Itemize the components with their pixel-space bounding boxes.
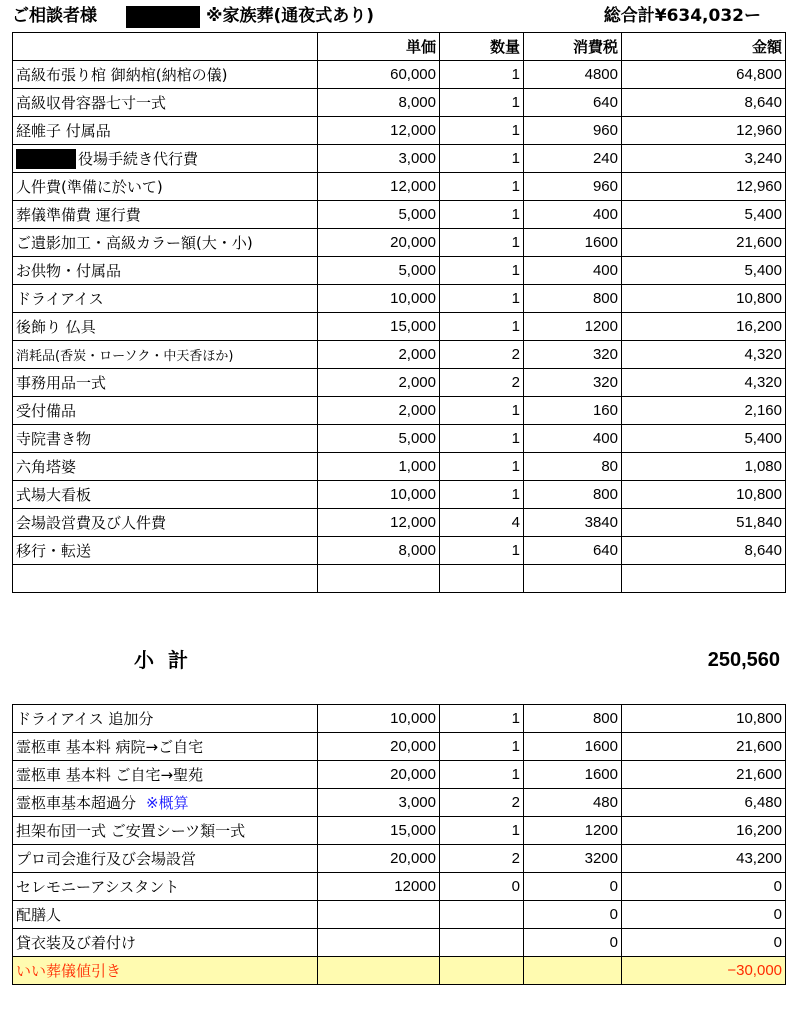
item-unit-price: 10,000 bbox=[318, 705, 440, 733]
items-table-2 bbox=[12, 704, 786, 985]
item-name-text: 経帷子 付属品 bbox=[16, 122, 111, 140]
item-amount: 21,600 bbox=[622, 733, 786, 761]
item-quantity: 2 bbox=[440, 789, 524, 817]
item-tax: 320 bbox=[524, 341, 622, 369]
item-quantity: 1 bbox=[440, 257, 524, 285]
table-row bbox=[13, 173, 786, 201]
item-quantity: 1 bbox=[440, 61, 524, 89]
item-amount: 5,400 bbox=[622, 201, 786, 229]
item-unit-price: 10,000 bbox=[318, 285, 440, 313]
table-row bbox=[13, 761, 786, 789]
item-quantity: 2 bbox=[440, 369, 524, 397]
item-tax: 640 bbox=[524, 537, 622, 565]
item-tax: 4800 bbox=[524, 61, 622, 89]
item-quantity: 1 bbox=[440, 537, 524, 565]
item-unit-price: 2,000 bbox=[318, 341, 440, 369]
item-amount: 4,320 bbox=[622, 369, 786, 397]
item-tax: 960 bbox=[524, 173, 622, 201]
item-unit-price: 20,000 bbox=[318, 761, 440, 789]
item-amount: 51,840 bbox=[622, 509, 786, 537]
item-name bbox=[13, 929, 318, 957]
item-unit-price: 12,000 bbox=[318, 509, 440, 537]
subtotal bbox=[12, 640, 782, 680]
item-quantity: 1 bbox=[440, 313, 524, 341]
item-unit-price: 10,000 bbox=[318, 481, 440, 509]
funeral-type: ※家族葬(通夜式あり) bbox=[206, 6, 375, 26]
item-amount: 10,800 bbox=[622, 481, 786, 509]
table-row bbox=[13, 201, 786, 229]
table-row bbox=[13, 285, 786, 313]
item-name bbox=[13, 89, 318, 117]
item-tax: 320 bbox=[524, 369, 622, 397]
item-name-text: プロ司会進行及び会場設営 bbox=[16, 850, 197, 868]
item-name bbox=[13, 173, 318, 201]
col-unit-price-header: 単価 bbox=[318, 33, 440, 61]
item-name-text: 六角塔婆 bbox=[16, 458, 77, 476]
item-tax: 0 bbox=[524, 901, 622, 929]
table-row bbox=[13, 341, 786, 369]
table-row bbox=[13, 705, 786, 733]
item-tax: 960 bbox=[524, 117, 622, 145]
item-amount: 5,400 bbox=[622, 425, 786, 453]
item-name-text: 後飾り 仏具 bbox=[16, 318, 96, 336]
item-quantity: 1 bbox=[440, 397, 524, 425]
item-amount: 6,480 bbox=[622, 789, 786, 817]
item-name-text: 配膳人 bbox=[16, 906, 62, 924]
item-amount: 10,800 bbox=[622, 705, 786, 733]
item-quantity: 1 bbox=[440, 733, 524, 761]
item-quantity: 1 bbox=[440, 173, 524, 201]
col-amount-header: 金額 bbox=[622, 33, 786, 61]
table-row bbox=[13, 453, 786, 481]
item-name bbox=[13, 817, 318, 845]
item-name-text: 移行・転送 bbox=[16, 542, 92, 560]
item-name bbox=[13, 285, 318, 313]
blank-cell bbox=[524, 565, 622, 593]
item-amount: 8,640 bbox=[622, 537, 786, 565]
item-note: ※概算 bbox=[146, 794, 189, 812]
item-unit-price: 3,000 bbox=[318, 789, 440, 817]
item-tax: 400 bbox=[524, 425, 622, 453]
item-unit-price: 15,000 bbox=[318, 817, 440, 845]
item-amount: 12,960 bbox=[622, 117, 786, 145]
item-name bbox=[13, 957, 318, 985]
table-row bbox=[13, 873, 786, 901]
item-amount: 12,960 bbox=[622, 173, 786, 201]
table-row bbox=[13, 229, 786, 257]
table-row bbox=[13, 257, 786, 285]
table-row bbox=[13, 369, 786, 397]
item-quantity: 2 bbox=[440, 845, 524, 873]
item-name-text: お供物・付属品 bbox=[16, 262, 122, 280]
table-row bbox=[13, 537, 786, 565]
item-unit-price: 20,000 bbox=[318, 733, 440, 761]
blank-cell bbox=[13, 565, 318, 593]
item-name bbox=[13, 369, 318, 397]
item-quantity: 1 bbox=[440, 425, 524, 453]
item-tax: 800 bbox=[524, 285, 622, 313]
table-row bbox=[13, 89, 786, 117]
item-name-text: 霊柩車 基本料 ご自宅→聖苑 bbox=[16, 766, 204, 784]
table-row bbox=[13, 397, 786, 425]
item-name bbox=[13, 481, 318, 509]
item-tax: 3200 bbox=[524, 845, 622, 873]
table-row bbox=[13, 845, 786, 873]
item-quantity: 0 bbox=[440, 873, 524, 901]
item-amount: 64,800 bbox=[622, 61, 786, 89]
item-tax: 1600 bbox=[524, 733, 622, 761]
item-amount: 1,080 bbox=[622, 453, 786, 481]
item-name bbox=[13, 341, 318, 369]
item-quantity: 1 bbox=[440, 285, 524, 313]
item-quantity: 1 bbox=[440, 145, 524, 173]
item-name bbox=[13, 901, 318, 929]
item-tax: 0 bbox=[524, 873, 622, 901]
item-unit-price bbox=[318, 901, 440, 929]
item-tax: 1200 bbox=[524, 313, 622, 341]
item-unit-price: 60,000 bbox=[318, 61, 440, 89]
item-name-text: 担架布団一式 ご安置シーツ類一式 bbox=[16, 822, 246, 840]
item-tax: 400 bbox=[524, 257, 622, 285]
item-quantity: 1 bbox=[440, 817, 524, 845]
table-row bbox=[13, 901, 786, 929]
item-quantity: 2 bbox=[440, 341, 524, 369]
subtotal-label: 小計 bbox=[134, 648, 202, 672]
blank-row bbox=[13, 565, 786, 593]
item-quantity: 1 bbox=[440, 481, 524, 509]
item-amount: 0 bbox=[622, 901, 786, 929]
redacted-client-name bbox=[126, 6, 200, 28]
item-name-text: 役場手続き代行費 bbox=[78, 149, 199, 168]
item-tax: 800 bbox=[524, 705, 622, 733]
item-tax: 80 bbox=[524, 453, 622, 481]
item-name-text: 人件費(準備に於いて) bbox=[16, 178, 163, 196]
blank-cell bbox=[440, 565, 524, 593]
item-tax bbox=[524, 957, 622, 985]
item-quantity: 4 bbox=[440, 509, 524, 537]
item-amount: 3,240 bbox=[622, 145, 786, 173]
item-quantity: 1 bbox=[440, 453, 524, 481]
item-tax: 1600 bbox=[524, 761, 622, 789]
subtotal-value: 250,560 bbox=[707, 649, 780, 671]
item-name bbox=[13, 313, 318, 341]
item-unit-price: 20,000 bbox=[318, 229, 440, 257]
item-tax: 160 bbox=[524, 397, 622, 425]
item-unit-price: 2,000 bbox=[318, 397, 440, 425]
item-name bbox=[13, 537, 318, 565]
item-quantity: 1 bbox=[440, 761, 524, 789]
item-amount: 0 bbox=[622, 929, 786, 957]
item-unit-price: 3,000 bbox=[318, 145, 440, 173]
item-name bbox=[13, 201, 318, 229]
item-name-text: 事務用品一式 bbox=[16, 374, 107, 392]
item-name-text: 消耗品(香炭・ローソク・中天香ほか) bbox=[16, 349, 234, 364]
item-tax: 480 bbox=[524, 789, 622, 817]
item-quantity: 1 bbox=[440, 117, 524, 145]
item-name-text: 寺院書き物 bbox=[16, 430, 92, 448]
item-quantity bbox=[440, 901, 524, 929]
blank-cell bbox=[622, 565, 786, 593]
item-quantity bbox=[440, 957, 524, 985]
table-row bbox=[13, 817, 786, 845]
item-unit-price: 12,000 bbox=[318, 117, 440, 145]
item-name bbox=[13, 705, 318, 733]
item-unit-price: 5,000 bbox=[318, 425, 440, 453]
item-name bbox=[13, 61, 318, 89]
item-name bbox=[13, 257, 318, 285]
item-name bbox=[13, 425, 318, 453]
item-tax: 400 bbox=[524, 201, 622, 229]
table-row bbox=[13, 733, 786, 761]
item-name bbox=[13, 845, 318, 873]
item-name bbox=[13, 117, 318, 145]
item-unit-price: 12,000 bbox=[318, 173, 440, 201]
table-row bbox=[13, 957, 786, 985]
item-unit-price: 2,000 bbox=[318, 369, 440, 397]
item-tax: 3840 bbox=[524, 509, 622, 537]
item-quantity: 1 bbox=[440, 89, 524, 117]
blank-cell bbox=[318, 565, 440, 593]
item-amount: −30,000 bbox=[622, 957, 786, 985]
item-amount: 16,200 bbox=[622, 313, 786, 341]
item-name-text: 会場設営費及び人件費 bbox=[16, 514, 167, 532]
item-amount: 0 bbox=[622, 873, 786, 901]
item-name bbox=[13, 509, 318, 537]
item-name-text: ドライアイス bbox=[16, 290, 104, 308]
col-quantity-header: 数量 bbox=[440, 33, 524, 61]
item-name bbox=[13, 733, 318, 761]
estimate-header bbox=[0, 0, 801, 32]
item-amount: 10,800 bbox=[622, 285, 786, 313]
item-amount: 5,400 bbox=[622, 257, 786, 285]
item-unit-price: 20,000 bbox=[318, 845, 440, 873]
col-tax-header: 消費税 bbox=[524, 33, 622, 61]
item-amount: 4,320 bbox=[622, 341, 786, 369]
item-name-text: 高級収骨容器七寸一式 bbox=[16, 94, 167, 112]
item-name-text: 高級布張り棺 御納棺(納棺の儀) bbox=[16, 66, 228, 84]
item-name-text: 葬儀準備費 運行費 bbox=[16, 206, 141, 224]
client-label: ご相談者様 bbox=[12, 6, 97, 26]
item-unit-price bbox=[318, 957, 440, 985]
table-row bbox=[13, 929, 786, 957]
item-name bbox=[13, 397, 318, 425]
item-name bbox=[13, 145, 318, 173]
item-quantity: 1 bbox=[440, 705, 524, 733]
item-tax: 0 bbox=[524, 929, 622, 957]
item-unit-price: 8,000 bbox=[318, 537, 440, 565]
item-name-text: 貸衣装及び着付け bbox=[16, 934, 137, 952]
col-name-header bbox=[13, 33, 318, 61]
item-name-text: 霊柩車 基本料 病院→ご自宅 bbox=[16, 738, 204, 756]
item-quantity bbox=[440, 929, 524, 957]
table-row bbox=[13, 425, 786, 453]
item-amount: 8,640 bbox=[622, 89, 786, 117]
grand-total: 総合計¥634,032ー bbox=[603, 6, 761, 26]
item-name-text: いい葬儀値引き bbox=[16, 962, 122, 980]
item-name-text: 受付備品 bbox=[16, 402, 77, 420]
item-amount: 21,600 bbox=[622, 761, 786, 789]
item-quantity: 1 bbox=[440, 229, 524, 257]
item-unit-price: 5,000 bbox=[318, 201, 440, 229]
item-name bbox=[13, 453, 318, 481]
item-name-text: ドライアイス 追加分 bbox=[16, 710, 154, 728]
item-amount: 43,200 bbox=[622, 845, 786, 873]
item-name bbox=[13, 229, 318, 257]
item-unit-price: 12000 bbox=[318, 873, 440, 901]
table-row bbox=[13, 481, 786, 509]
table-row bbox=[13, 789, 786, 817]
item-tax: 1600 bbox=[524, 229, 622, 257]
redacted-block bbox=[16, 149, 76, 169]
table-row bbox=[13, 313, 786, 341]
item-name-text: ご遺影加工・高級カラー額(大・小) bbox=[16, 234, 253, 252]
item-unit-price: 5,000 bbox=[318, 257, 440, 285]
table-row bbox=[13, 509, 786, 537]
table-header-row bbox=[13, 33, 786, 61]
item-tax: 1200 bbox=[524, 817, 622, 845]
item-tax: 640 bbox=[524, 89, 622, 117]
item-unit-price: 15,000 bbox=[318, 313, 440, 341]
item-name bbox=[13, 873, 318, 901]
table-row bbox=[13, 117, 786, 145]
item-name bbox=[13, 761, 318, 789]
item-unit-price: 1,000 bbox=[318, 453, 440, 481]
item-tax: 800 bbox=[524, 481, 622, 509]
item-name-text: セレモニーアシスタント bbox=[16, 878, 180, 896]
item-name-text: 式場大看板 bbox=[16, 486, 92, 504]
item-name bbox=[13, 789, 318, 817]
item-quantity: 1 bbox=[440, 201, 524, 229]
table-row bbox=[13, 61, 786, 89]
item-unit-price bbox=[318, 929, 440, 957]
table-row bbox=[13, 145, 786, 173]
item-amount: 16,200 bbox=[622, 817, 786, 845]
items-table-1 bbox=[12, 32, 786, 593]
item-unit-price: 8,000 bbox=[318, 89, 440, 117]
item-tax: 240 bbox=[524, 145, 622, 173]
item-name-text: 霊柩車基本超過分 bbox=[16, 794, 137, 812]
item-amount: 21,600 bbox=[622, 229, 786, 257]
item-amount: 2,160 bbox=[622, 397, 786, 425]
